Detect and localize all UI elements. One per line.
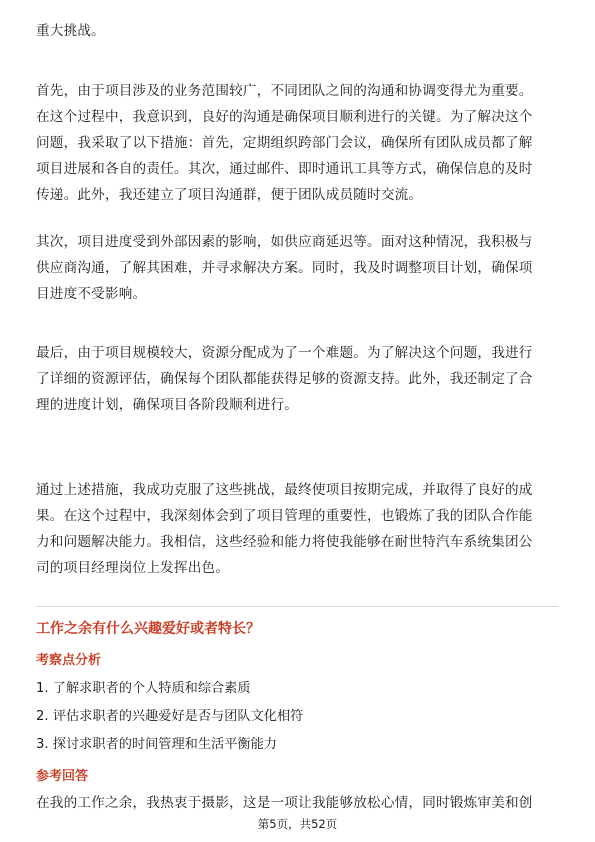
- text-line: 传递。此外，我还建立了项目沟通群，便于团队成员随时交流。: [36, 187, 423, 203]
- text-line: 最后，由于项目规模较大，资源分配成为了一个难题。为了解决这个问题，我进行: [36, 345, 533, 361]
- text-line: 目进度不受影响。: [36, 286, 147, 302]
- text-line: 果。在这个过程中，我深刻体会到了项目管理的重要性，也锻炼了我的团队合作能: [36, 508, 533, 524]
- text-line: 问题，我采取了以下措施：首先，定期组织跨部门会议，确保所有团队成员都了解: [36, 135, 533, 151]
- text-line: 了详细的资源评估，确保每个团队都能获得足够的资源支持。此外，我还制定了合: [36, 371, 533, 387]
- analysis-title: 考察点分析: [36, 653, 102, 668]
- analysis-item: 3. 探讨求职者的时间管理和生活平衡能力: [36, 737, 277, 752]
- text-line: 首先，由于项目涉及的业务范围较广，不同团队之间的沟通和协调变得尤为重要。: [36, 83, 533, 99]
- paragraph-communication: [36, 78, 559, 208]
- page-footer: 第5页，共52页: [257, 817, 338, 831]
- text-line: 力和问题解决能力。我相信，这些经验和能力将使我能够在耐世特汽车系统集团公: [36, 534, 533, 550]
- paragraph-schedule: [36, 229, 559, 307]
- paragraph-conclusion: [36, 477, 559, 581]
- text-line: 供应商沟通，了解其困难，并寻求解决方案。同时，我及时调整项目计划，确保项: [36, 260, 533, 276]
- analysis-item: 1. 了解求职者的个人特质和综合素质: [36, 681, 251, 696]
- paragraph-intro-end: [36, 18, 559, 44]
- analysis-item: 2. 评估求职者的兴趣爱好是否与团队文化相符: [36, 709, 304, 724]
- answer-text: 在我的工作之余，我热衷于摄影，这是一项让我能够放松心情，同时锻炼审美和创: [36, 795, 533, 811]
- section-divider: [36, 606, 559, 607]
- text-line: 重大挑战。: [36, 23, 105, 39]
- paragraph-resources: [36, 340, 559, 418]
- text-line: 项目进展和各自的责任。其次，通过邮件、即时通讯工具等方式，确保信息的及时: [36, 161, 533, 177]
- text-line: 理的进度计划，确保项目各阶段顺利进行。: [36, 397, 299, 413]
- question-heading: 工作之余有什么兴趣爱好或者特长？: [36, 621, 260, 637]
- answer-title: 参考回答: [36, 769, 89, 784]
- text-line: 通过上述措施，我成功克服了这些挑战，最终使项目按期完成，并取得了良好的成: [36, 482, 533, 498]
- text-line: 其次，项目进度受到外部因素的影响，如供应商延迟等。面对这种情况，我积极与: [36, 234, 533, 250]
- text-line: 司的项目经理岗位上发挥出色。: [36, 560, 230, 576]
- text-line: 在这个过程中，我意识到，良好的沟通是确保项目顺利进行的关键。为了解决这个: [36, 109, 533, 125]
